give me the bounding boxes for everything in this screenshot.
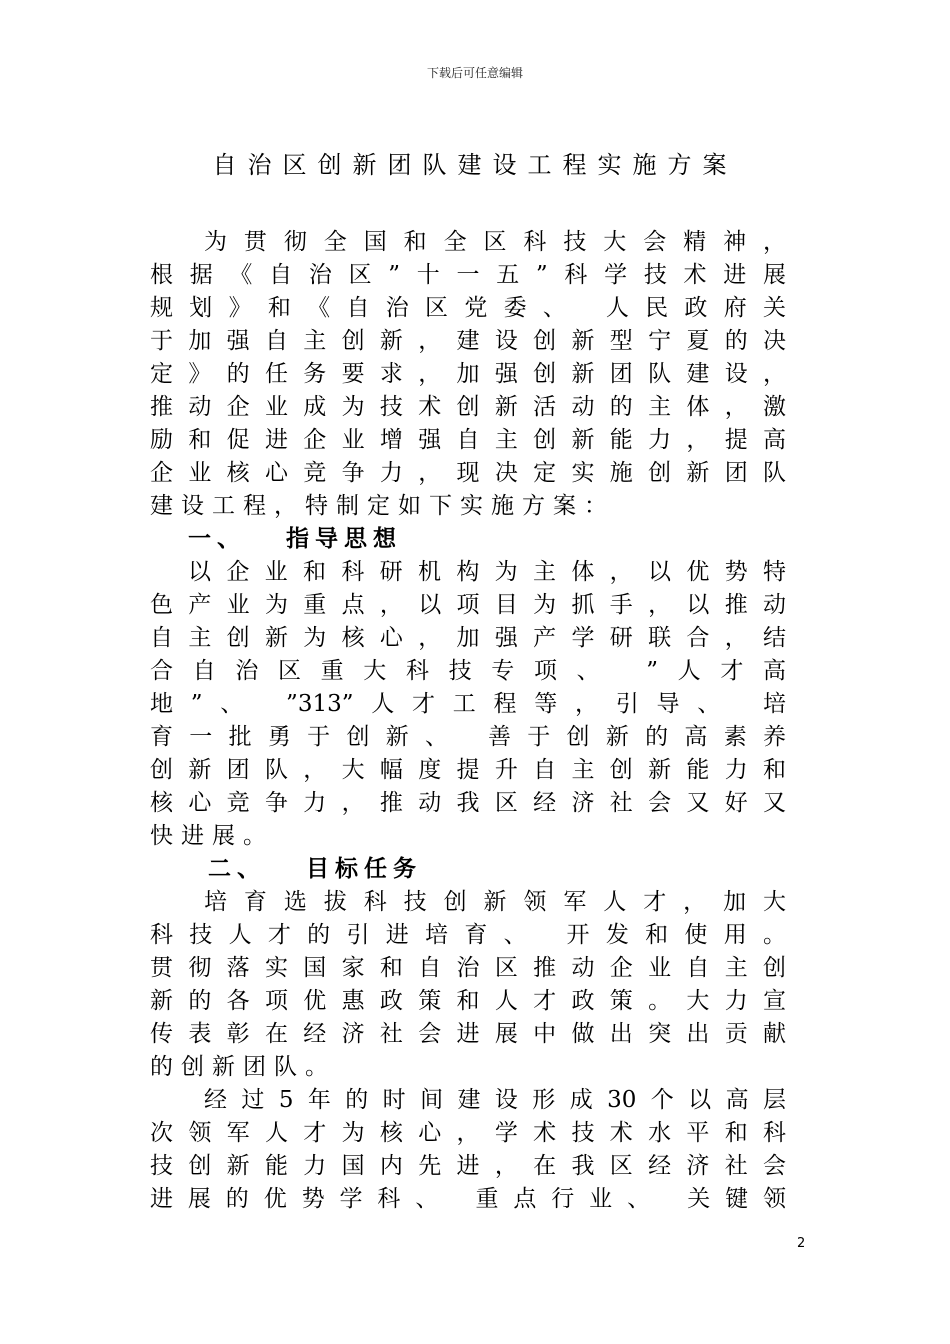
- document-title: 自治区创新团队建设工程实施方案: [212, 151, 738, 179]
- section-heading-2: [150, 853, 786, 886]
- text-line: 贯彻落实国家和自治区推动企业自主创: [150, 955, 786, 981]
- text-line: 创新团队，大幅度提升自主创新能力和: [150, 757, 786, 783]
- section-heading-1: [150, 523, 786, 556]
- text-line: 培育选拔科技创新领军人才，加大: [204, 889, 786, 915]
- text-line: 技创新能力国内先进，在我区经济社会: [150, 1153, 786, 1179]
- section-number: 二、: [208, 856, 266, 882]
- text-line: 根据《自治区”十一五”科学技术进展: [150, 262, 786, 288]
- text-line: 育一批勇于创新、 善于创新的高素养: [150, 724, 786, 750]
- text-line: 进展的优势学科、 重点行业、 关键领: [150, 1186, 786, 1212]
- document-body: [150, 226, 786, 1216]
- paragraph-five-year-goal: [150, 1084, 786, 1216]
- text-line: 推动企业成为技术创新活动的主体，激: [150, 394, 786, 420]
- text-line: 地”、 ”313”人才工程等，引导、 培: [150, 691, 786, 717]
- text-line: 励和促进企业增强自主创新能力，提高: [150, 427, 786, 453]
- text-line: 核心竞争力，推动我区经济社会又好又: [150, 790, 786, 816]
- text-line: 新的各项优惠政策和人才政策。大力宣: [150, 988, 786, 1014]
- text-line: 合自治区重大科技专项、 ”人才高: [150, 658, 786, 684]
- text-line: 色产业为重点，以项目为抓手，以推动: [150, 592, 786, 618]
- text-line: 企业核心竞争力，现决定实施创新团队: [150, 460, 786, 486]
- page-number: 2: [797, 1236, 806, 1251]
- text-line: 次领军人才为核心，学术技术水平和科: [150, 1120, 786, 1146]
- text-line: 于加强自主创新，建设创新型宁夏的决: [150, 328, 786, 354]
- paragraph-intro: [150, 226, 786, 523]
- text-line: 快进展。: [150, 823, 274, 849]
- text-line: 定》的任务要求，加强创新团队建设，: [150, 361, 786, 387]
- section-title: 目标任务: [306, 856, 422, 882]
- paragraph-guiding-thought: [150, 556, 786, 853]
- section-number: 一、: [188, 526, 246, 552]
- text-line: 规划》和《自治区党委、 人民政府关: [150, 295, 786, 321]
- paragraph-goals: [150, 886, 786, 1084]
- text-line: 经过5年的时间建设形成30个以高层: [204, 1087, 786, 1113]
- text-line: 传表彰在经济社会进展中做出突出贡献: [150, 1021, 786, 1047]
- page-header: 下载后可任意编辑: [426, 66, 523, 80]
- text-line: 自主创新为核心，加强产学研联合，结: [150, 625, 786, 651]
- section-title: 指导思想: [286, 526, 402, 552]
- text-line: 的创新团队。: [150, 1054, 336, 1080]
- text-line: 建设工程，特制定如下实施方案：: [150, 493, 615, 519]
- text-line: 以企业和科研机构为主体，以优势特: [188, 559, 786, 585]
- text-line: 为贯彻全国和全区科技大会精神，: [204, 229, 786, 255]
- text-line: 科技人才的引进培育、 开发和使用。: [150, 922, 786, 948]
